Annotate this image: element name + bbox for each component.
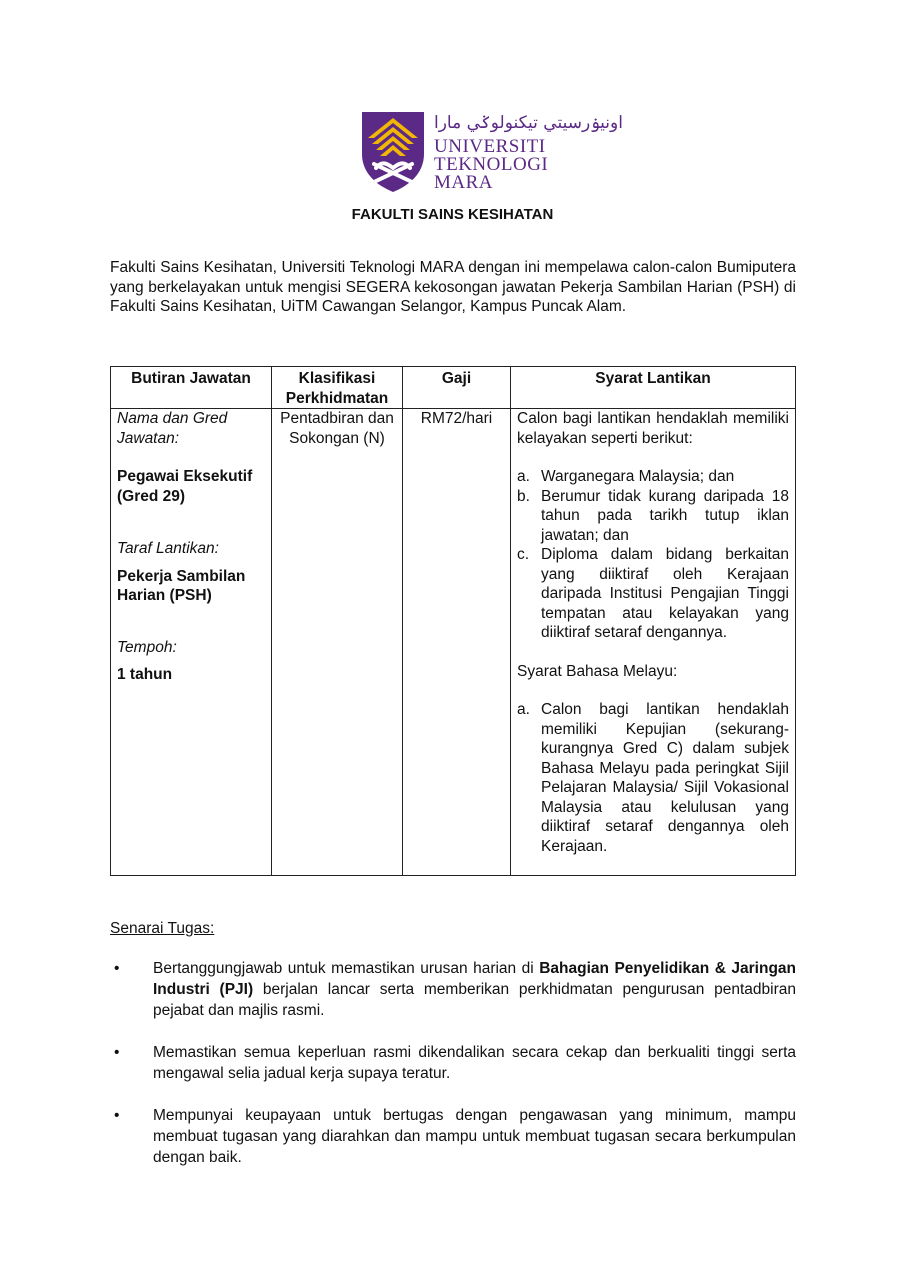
header-gaji: Gaji [403,367,511,409]
table-row [111,409,796,876]
faculty-title: FAKULTI SAINS KESIHATAN [351,206,554,223]
duty-item: • Memastikan semua keperluan rasmi dikendalikan secara cekap dan berkualiti tinggi serta mengawal selia jadual kerja supaya teratur. [114,1044,796,1082]
uitm-crest-icon [360,110,426,194]
cell-klasifikasi: Pentadbiran dan Sokongan (N) [272,409,403,876]
bullet-icon: • [114,960,120,977]
header-klasifikasi: Klasifikasi Perkhidmatan [272,367,403,409]
bullet-icon: • [114,1044,120,1061]
cell-gaji: RM72/hari [403,409,511,876]
header-butiran-jawatan: Butiran Jawatan [111,367,272,409]
jawatan-name-value: Pegawai Eksekutif (Gred 29) [117,468,253,505]
logo-text-mara: MARA [434,172,494,193]
syarat-bahasa-list [517,700,789,856]
cell-syarat-lantikan [511,409,796,876]
logo-jawi-text: اونيۏرسيتي تيکنولوݢي مارا [434,113,623,133]
uitm-logo [360,110,623,194]
jawatan-name-label: Nama dan Gred Jawatan: [117,410,228,447]
cell-butiran-jawatan [111,409,272,876]
intro-paragraph: Fakulti Sains Kesihatan, Universiti Teknologi MARA dengan ini mempelawa calon-calon Bumiputera yang berkelayakan untuk mengisi SEGERA kekosongan jawatan Pekerja Sambilan Harian (PSH) di Fakulti Sains Kesihatan, UiTM Cawangan Selangor, Kampus Puncak Alam. [110,259,796,315]
logo-text-universiti: UNIVERSITI [434,136,546,157]
duties-heading: Senarai Tugas: [110,920,215,937]
syarat-intro: Calon bagi lantikan hendaklah memiliki kelayakan seperti berikut: [517,410,789,447]
duties-list [110,958,796,1189]
bullet-icon: • [114,1107,120,1124]
duty-item: • Bertanggungjawab untuk memastikan urusan harian di Bahagian Penyelidikan & Jaringan Industri (PJI) berjalan lancar serta memberikan perkhidmatan pengurusan pentadbiran pejabat dan majlis rasmi. [114,960,797,1019]
syarat-bahasa-heading: Syarat Bahasa Melayu: [517,662,678,680]
list-item: a. Warganegara Malaysia; dan [517,468,735,485]
header-syarat-lantikan: Syarat Lantikan [511,367,796,409]
taraf-lantikan-label: Taraf Lantikan: [117,540,219,557]
duty-item: • Mempunyai keupayaan untuk bertugas dengan pengawasan yang minimum, mampu membuat tugasan yang diarahkan dan mampu untuk membuat tugasan secara berkumpulan dengan baik. [114,1107,796,1166]
job-table [110,366,796,876]
tempoh-value: 1 tahun [117,666,173,683]
list-item: a. Calon bagi lantikan hendaklah memiliki Kepujian (sekurang-kurangnya Gred C) dalam subjek Bahasa Melayu pada peringkat Sijil Pelajaran Malaysia/ Sijil Vokasional Malaysia atau kelulusan yang diiktiraf setaraf dengannya oleh Kerajaan. [517,701,789,855]
list-item: c. Diploma dalam bidang berkaitan yang diiktiraf oleh Kerajaan daripada Institusi Pengajian Tinggi tempatan atau kelayakan yang diiktiraf setaraf dengannya. [517,546,789,641]
list-item: b. Berumur tidak kurang daripada 18 tahun pada tarikh tutup iklan jawatan; dan [517,487,789,544]
logo-text-teknologi: TEKNOLOGI [434,154,549,175]
table-header-row [111,367,796,409]
syarat-list [517,467,789,643]
tempoh-label: Tempoh: [117,638,177,656]
taraf-lantikan-value: Pekerja Sambilan Harian (PSH) [117,567,246,604]
